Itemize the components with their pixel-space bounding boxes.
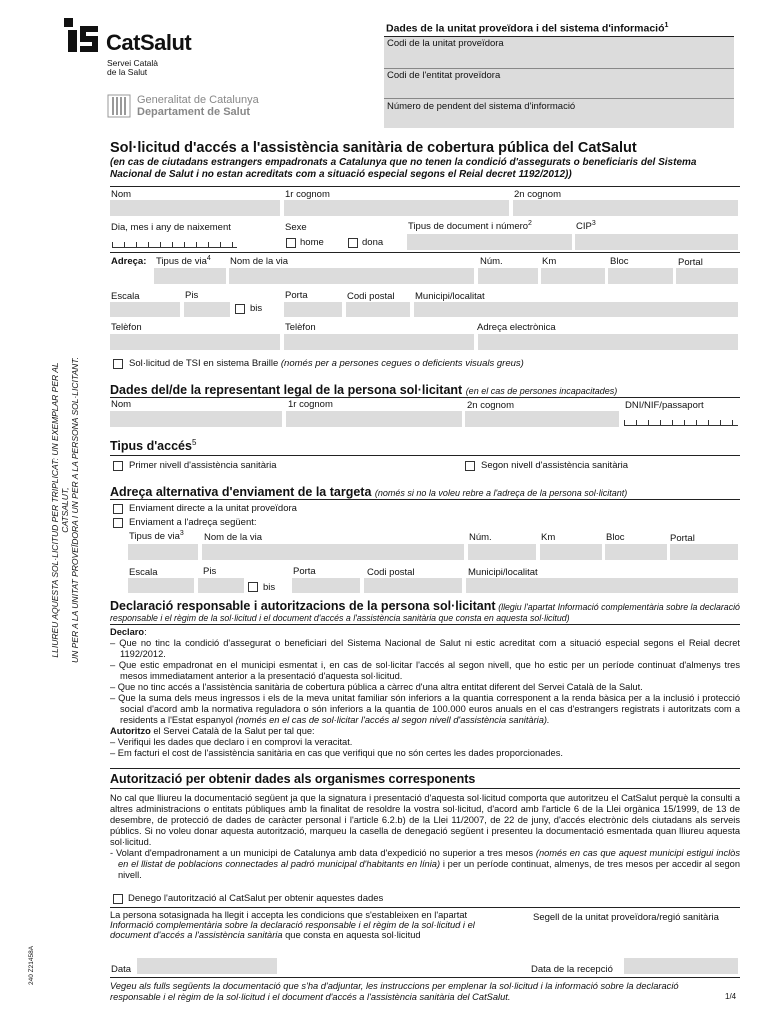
direct-delivery-checkbox[interactable] xyxy=(113,504,123,514)
number-field[interactable] xyxy=(478,268,538,284)
sex-label: Sexe xyxy=(285,222,307,233)
dob-field[interactable] xyxy=(112,240,237,248)
alt-postcode-label: Codi postal xyxy=(367,567,415,578)
postcode-field[interactable] xyxy=(346,302,410,317)
name-field[interactable] xyxy=(110,200,280,216)
female-label: dona xyxy=(362,237,384,248)
alt-bis-checkbox[interactable] xyxy=(248,582,258,592)
stair-field[interactable] xyxy=(110,302,180,317)
male-label: home xyxy=(300,237,324,248)
number-label: Núm. xyxy=(480,256,503,267)
address-label: Adreça: xyxy=(111,256,147,267)
seal-label: Segell de la unitat proveïdora/regió sanitària xyxy=(533,912,719,923)
km-field[interactable] xyxy=(541,268,605,284)
catsalut-icon xyxy=(62,16,102,56)
side-instructions: LLIUREU AQUESTA SOL·LICITUD PER TRIPLICAT: UN EXEMPLAR PER AL CATSALUT, UN PER A LA UNITAT PROVEÏDORA I UN PER A LA PERSONA SOL·LICITANT. xyxy=(50,356,80,664)
email-field[interactable] xyxy=(478,334,738,350)
alt-address-label: Enviament a l'adreça següent: xyxy=(129,517,257,528)
reception-date-label: Data de la recepció xyxy=(531,964,613,975)
bis-checkbox[interactable] xyxy=(235,304,245,314)
email-label: Adreça electrònica xyxy=(477,322,556,333)
alt-km-label: Km xyxy=(541,532,556,543)
alt-bis-label: bis xyxy=(263,582,276,593)
rep-surname1-field[interactable] xyxy=(286,411,462,427)
pending-number-field[interactable] xyxy=(384,113,734,128)
pending-number-label: Número de pendent del sistema d'informació xyxy=(387,101,576,112)
logo-sub2: de la Salut xyxy=(107,67,148,77)
female-checkbox[interactable] xyxy=(348,238,358,248)
alt-portal-label: Portal xyxy=(670,533,695,544)
deny-authorization-checkbox[interactable] xyxy=(113,894,123,904)
decl-body: Declaro: – Que no tinc la condició d'assegurat o beneficiari del Sistema Nacional de Salut ni estic acreditat com a situació especial segons el Reial decret 1192/2012. – Que estic empadronat en el municipi esmentat i, en cas de sol·licitar l'accés al segon nivell, que ho estic per un període continuat d'almenys tres mesos immediatament anterior a la presentació d'aquesta sol·licitud. – Que no tinc accés a l'assistència sanitària de cobertura pública a càrrec d'una altra entitat diferent del Servei Català de la Salut. – Que la suma dels meus ingressos i els de la meva unitat familiar són inferiors a la quantia corresponent a la renda bàsica per a la inclusió i protecció social d'acord amb la normativa reguladora o són inferiors a la quantia de 100.000 euros anuals en el cas d'estrangers registrats i autoritzats com a residents a l'Estat espanyol (només en el cas de sol·licitar l'accés al segon nivell d'assistència sanitària). Autoritzo el Servei Català de la Salut per tal que: – Verifiqui les dades que declaro i en comprovi la veracitat. – Em facturi el cost de l'assistència sanitària en cas que verifiqui que no són certes les dades proporcionades. xyxy=(110,627,740,758)
rep-surname1-label: 1r cognom xyxy=(288,399,333,410)
doc-type-label: Tipus de document i número$^2$ xyxy=(408,220,532,233)
block-label: Bloc xyxy=(610,256,629,267)
first-level-label: Primer nivell d'assistència sanitària xyxy=(129,460,277,471)
first-level-checkbox[interactable] xyxy=(113,461,123,471)
sign-text: La persona sotasignada ha llegit i accepta les condicions que s'estableixen en l'apartat Informació complementària sobre la declaració responsable i el règim de la sol·licitud i el document d'accés a l'assistència sanitària que consta en aquesta sol·licitud xyxy=(110,910,475,940)
cip-field[interactable] xyxy=(575,234,738,250)
alt-km-field[interactable] xyxy=(540,544,602,560)
provider-title: Dades de la unitat proveïdora i del sistema d'informació$^1$ xyxy=(386,22,669,35)
phone2-field[interactable] xyxy=(284,334,474,350)
bis-label: bis xyxy=(250,303,263,314)
alt-door-field[interactable] xyxy=(292,578,360,593)
auth-section-title: Autorització per obtenir dades als organismes corresponents xyxy=(110,772,476,786)
portal-field[interactable] xyxy=(676,268,738,284)
date-label: Data xyxy=(111,964,132,975)
page-title: Sol·licitud d'accés a l'assistència sanitària de cobertura pública del CatSalut xyxy=(110,140,637,156)
entity-code-label: Codi de l'entitat proveïdora xyxy=(387,70,501,81)
alt-municipality-field[interactable] xyxy=(466,578,738,593)
second-level-checkbox[interactable] xyxy=(465,461,475,471)
alt-floor-field[interactable] xyxy=(198,578,244,593)
alt-block-field[interactable] xyxy=(605,544,667,560)
alt-stair-field[interactable] xyxy=(128,578,194,593)
surname1-label: 1r cognom xyxy=(285,189,330,200)
street-name-field[interactable] xyxy=(229,268,474,284)
postcode-label: Codi postal xyxy=(347,291,395,302)
page-number: 1/4 xyxy=(725,992,737,1001)
rep-section-title: Dades del/de la representant legal de la persona sol·licitant (en el cas de persones incapacitades) xyxy=(110,383,618,397)
street-type-field[interactable] xyxy=(154,268,226,284)
municipality-field[interactable] xyxy=(414,302,738,317)
generalitat-name: Generalitat de Catalunya xyxy=(137,94,259,106)
unit-code-label: Codi de la unitat proveïdora xyxy=(387,38,504,49)
floor-field[interactable] xyxy=(184,302,230,317)
doc-type-field[interactable] xyxy=(407,234,572,250)
direct-delivery-label: Enviament directe a la unitat proveïdora xyxy=(129,503,297,514)
rep-surname2-label: 2n cognom xyxy=(467,400,515,411)
phone1-label: Telèfon xyxy=(111,322,142,333)
name-label: Nom xyxy=(111,189,132,200)
alt-municipality-label: Municipi/localitat xyxy=(468,567,538,578)
surname2-label: 2n cognom xyxy=(514,189,562,200)
alt-block-label: Bloc xyxy=(606,532,625,543)
deny-authorization-label: Denego l'autorització al CatSalut per obtenir aquestes dades xyxy=(128,893,384,904)
alt-street-name-label: Nom de la via xyxy=(204,532,263,543)
alt-address-section-title: Adreça alternativa d'enviament de la targeta (només si no la voleu rebre a l'adreça de la persona sol·licitant) xyxy=(110,485,628,499)
block-field[interactable] xyxy=(608,268,673,284)
alt-number-field[interactable] xyxy=(468,544,536,560)
alt-door-label: Porta xyxy=(293,566,316,577)
phone1-field[interactable] xyxy=(110,334,280,350)
alt-stair-label: Escala xyxy=(129,567,158,578)
alt-street-name-field[interactable] xyxy=(202,544,464,560)
rep-dni-label: DNI/NIF/passaport xyxy=(625,400,704,411)
stair-label: Escala xyxy=(111,291,140,302)
alt-postcode-field[interactable] xyxy=(364,578,462,593)
department-name: Departament de Salut xyxy=(137,106,251,118)
date-field[interactable] xyxy=(137,958,277,974)
unit-code-field[interactable] xyxy=(384,50,734,68)
alt-address-checkbox[interactable] xyxy=(113,518,123,528)
alt-number-label: Núm. xyxy=(469,532,492,543)
braille-checkbox[interactable] xyxy=(113,359,123,369)
dob-label: Dia, mes i any de naixement xyxy=(111,222,231,233)
rep-surname2-field[interactable] xyxy=(465,411,619,427)
reception-date-field[interactable] xyxy=(624,958,738,974)
street-type-label: Tipus de via$^4$ xyxy=(156,255,211,268)
phone2-label: Telèfon xyxy=(285,322,316,333)
alt-portal-field[interactable] xyxy=(670,544,738,560)
floor-label: Pis xyxy=(185,290,199,301)
surname2-field[interactable] xyxy=(513,200,738,216)
seal-area[interactable] xyxy=(532,925,738,959)
rep-dni-field[interactable] xyxy=(624,418,738,426)
street-name-label: Nom de la via xyxy=(230,256,289,267)
logo-brand: CatSalut xyxy=(106,30,192,55)
rep-name-field[interactable] xyxy=(110,411,282,427)
surname1-field[interactable] xyxy=(284,200,509,216)
portal-label: Portal xyxy=(678,257,703,268)
generalitat-icon xyxy=(107,94,131,118)
logo-sub1: Servei Català xyxy=(107,58,159,68)
entity-code-field[interactable] xyxy=(384,82,734,98)
male-checkbox[interactable] xyxy=(286,238,296,248)
alt-street-type-field[interactable] xyxy=(128,544,198,560)
decl-section-title: Declaració responsable i autoritzacions de la persona sol·licitant (llegiu l'apartat Informació complementària sobre la declaració responsable i el règim de la sol·licitud i el document d'accés a l'assistència sanitària que consta en aquesta sol·licitud) xyxy=(110,599,740,623)
braille-label: Sol·licitud de TSI en sistema Braille (només per a persones cegues o deficients visuals greus) xyxy=(129,358,524,369)
second-level-label: Segon nivell d'assistència sanitària xyxy=(481,460,629,471)
door-label: Porta xyxy=(285,290,308,301)
km-label: Km xyxy=(542,256,557,267)
alt-floor-label: Pis xyxy=(203,566,217,577)
form-code: 240 Z21458A xyxy=(28,945,35,985)
generalitat-logo xyxy=(107,94,307,120)
cip-label: CIP$^3$ xyxy=(576,220,596,233)
municipality-label: Municipi/localitat xyxy=(415,291,485,302)
access-section-title: Tipus d'accés$^5$ xyxy=(110,438,197,454)
page-subtitle: (en cas de ciutadans estrangers empadronats a Catalunya que no tenen la condició d'assegurats o beneficiaris del Sistema Nacional de Salut i no estan acreditats com a situació especial segons el Reial decret 1192/2012)) xyxy=(110,157,697,180)
door-field[interactable] xyxy=(284,302,342,317)
alt-street-type-label: Tipus de via$^3$ xyxy=(129,530,184,543)
auth-body: No cal que lliureu la documentació següent ja que la signatura i presentació d'aquesta sol·licitud comporta que autoritzeu el CatSalut perquè la consulti a altres administracions o entitats públiques amb la finalitat de resoldre la vostra sol·licitud, d'acord amb l'article 6 de la Llei orgànica 15/1999, de 13 de desembre, de protecció de dades de caràcter personal i l'article 6.2.b) de la Llei 11/2007, de 22 de juny, d'accés electrònic dels ciutadans als serveis públics. Si no voleu donar aquesta autorització, marqueu la casella de denegació següent i presenteu la documentació esmentada quan lliureu aquesta sol·licitud. - Volant d'empadronament a un municipi de Catalunya amb data d'expedició no superior a tres mesos (només en cas que aquest municipi estigui inclòs en el llistat de poblacions connectades al padró municipal d'habitants en línia) i per un període continuat, almenys, de tres mesos per accedir al segon nivell. xyxy=(110,793,741,880)
rep-name-label: Nom xyxy=(111,399,132,410)
footer-note: Vegeu als fulls següents la documentació que s'ha d'adjuntar, les instruccions per emplenar la sol·licitud i la informació sobre la declaració responsable i el règim de la sol·licitud i el document d'accés a l'assistència sanitària del CatSalut. xyxy=(110,981,679,1002)
